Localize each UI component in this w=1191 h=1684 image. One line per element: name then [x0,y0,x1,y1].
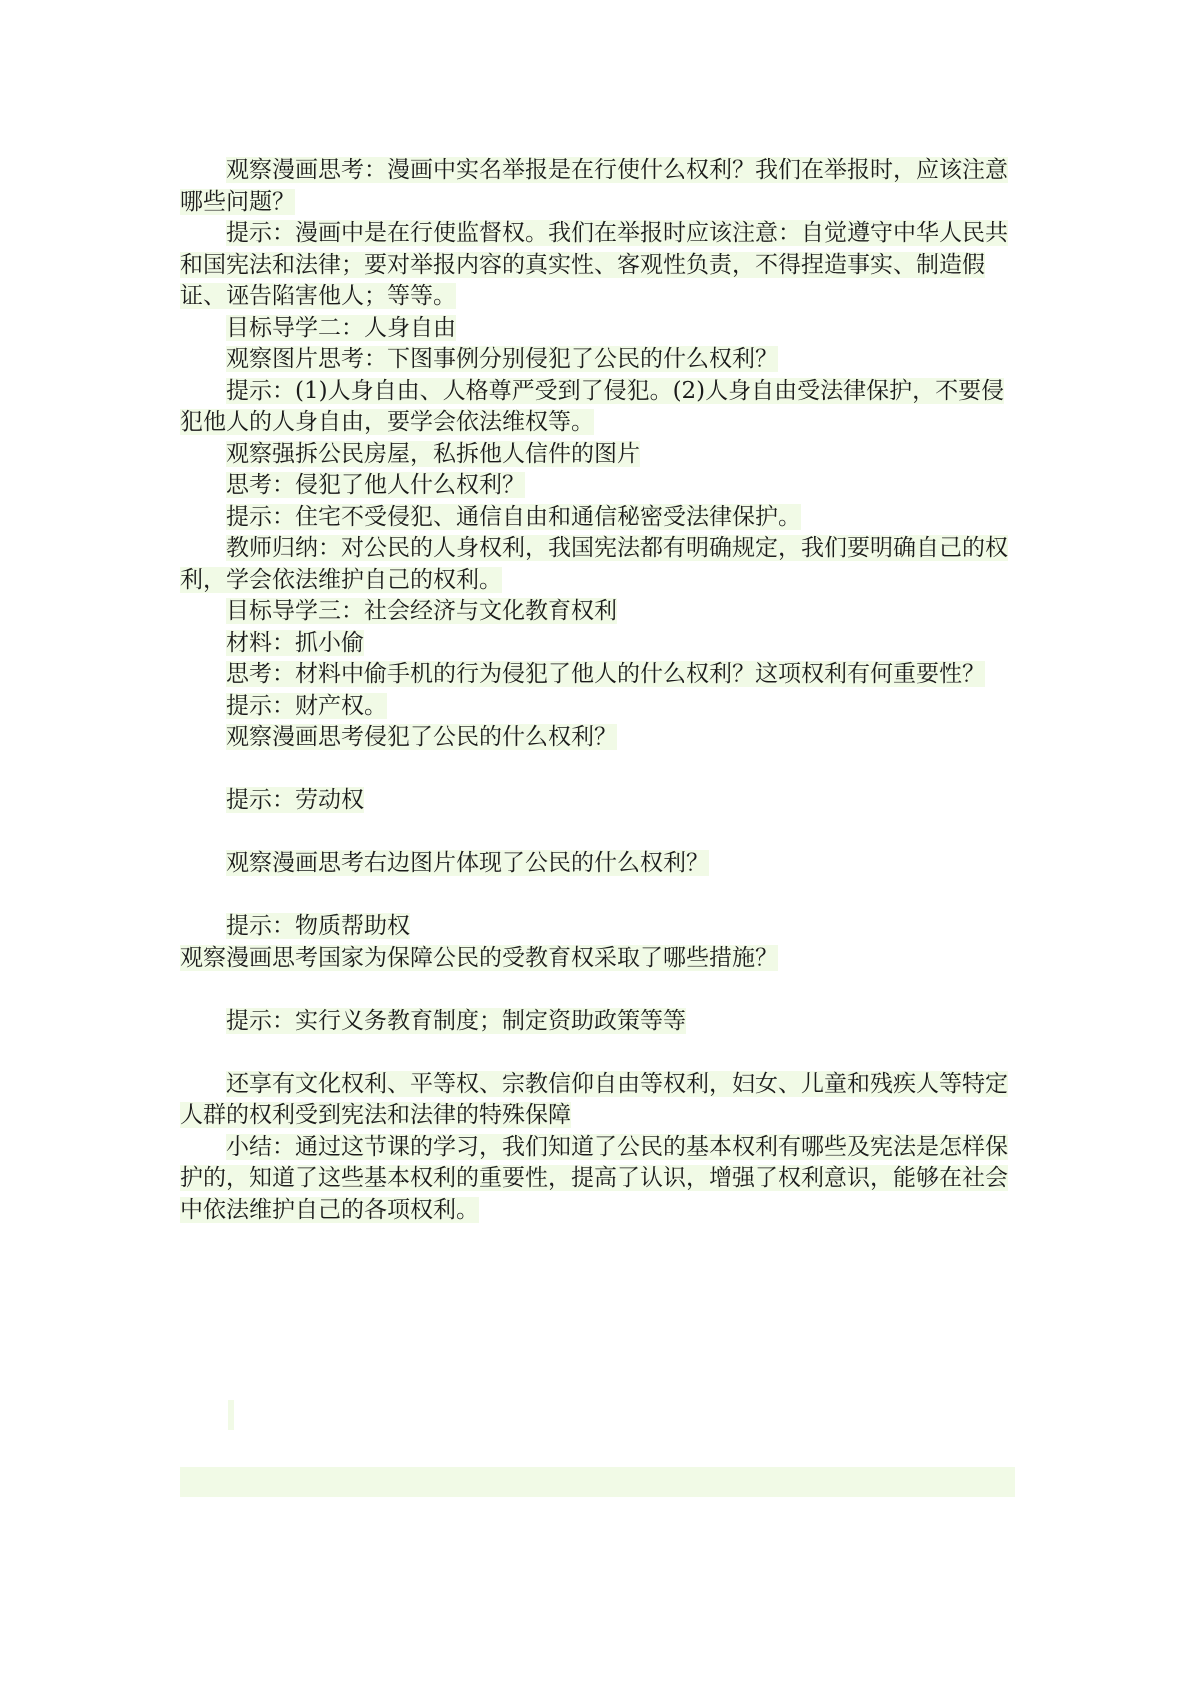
paragraph [180,439,1010,471]
paragraph [180,691,1010,723]
paragraph [180,1006,1010,1038]
paragraph-text: 提示：物质帮助权 [226,913,410,939]
paragraph-text: 提示：财产权。 [226,692,387,719]
paragraph [180,722,1010,754]
paragraph [180,659,1010,691]
paragraph [180,848,1010,880]
blank-line [180,974,1010,1006]
paragraph-text: 观察漫画思考国家为保障公民的受教育权采取了哪些措施？ [180,944,778,971]
paragraph-text: 思考：侵犯了他人什么权利？ [226,472,525,498]
paragraph [180,502,1010,534]
paragraph [180,943,1010,975]
paragraph [180,911,1010,943]
blank-line [180,754,1010,786]
highlight-mark [228,1400,234,1430]
paragraph [180,785,1010,817]
paragraph-text: 观察强拆公民房屋，私拆他人信件的图片 [226,440,640,467]
paragraph [180,218,1010,313]
document-body [180,155,1010,1226]
paragraph-text: 观察漫画思考右边图片体现了公民的什么权利？ [226,850,709,876]
paragraph-text: 思考：材料中偷手机的行为侵犯了他人的什么权利？这项权利有何重要性？ [226,661,985,687]
paragraph [180,376,1010,439]
paragraph-text: 目标导学三：社会经济与文化教育权利 [226,598,617,624]
blank-line [180,1037,1010,1069]
paragraph-text: 还享有文化权利、平等权、宗教信仰自由等权利，妇女、儿童和残疾人等特定人群的权利受到宪法和法律的特殊保障 [180,1070,1008,1128]
section-heading [180,313,1010,345]
blank-line [180,880,1010,912]
summary-paragraph [180,1132,1010,1227]
paragraph-text: 提示：漫画中是在行使监督权。我们在举报时应该注意：自觉遵守中华人民共和国宪法和法律；要对举报内容的真实性、客观性负责，不得捏造事实、制造假证、诬告陷害他人；等等。 [180,220,1008,309]
highlight-bar [180,1467,1015,1497]
paragraph-text: 目标导学二：人身自由 [226,314,456,341]
paragraph-text: 小结：通过这节课的学习，我们知道了公民的基本权利有哪些及宪法是怎样保护的，知道了这些基本权利的重要性，提高了认识，增强了权利意识，能够在社会中依法维护自己的各项权利。 [180,1133,1008,1223]
blank-line [180,817,1010,849]
section-heading [180,596,1010,628]
paragraph-text: 观察漫画思考：漫画中实名举报是在行使什么权利？我们在举报时，应该注意哪些问题？ [180,157,1008,215]
paragraph-text: 教师归纳：对公民的人身权利，我国宪法都有明确规定，我们要明确自己的权利，学会依法维护自己的权利。 [180,535,1008,593]
paragraph [180,628,1010,660]
paragraph-text: 提示：劳动权 [226,787,364,813]
paragraph [180,533,1010,596]
paragraph [180,470,1010,502]
paragraph-text: 观察漫画思考侵犯了公民的什么权利？ [226,724,617,750]
paragraph-text: 提示：(1)人身自由、人格尊严受到了侵犯。(2)人身自由受法律保护，不要侵犯他人的人身自由，要学会依法维权等。 [180,377,1005,435]
paragraph-text: 观察图片思考：下图事例分别侵犯了公民的什么权利？ [226,346,778,372]
paragraph [180,155,1010,218]
paragraph [180,344,1010,376]
paragraph-text: 提示：住宅不受侵犯、通信自由和通信秘密受法律保护。 [226,503,801,530]
paragraph [180,1069,1010,1132]
paragraph-text: 材料：抓小偷 [226,629,364,656]
paragraph-text: 提示：实行义务教育制度；制定资助政策等等 [226,1007,686,1034]
